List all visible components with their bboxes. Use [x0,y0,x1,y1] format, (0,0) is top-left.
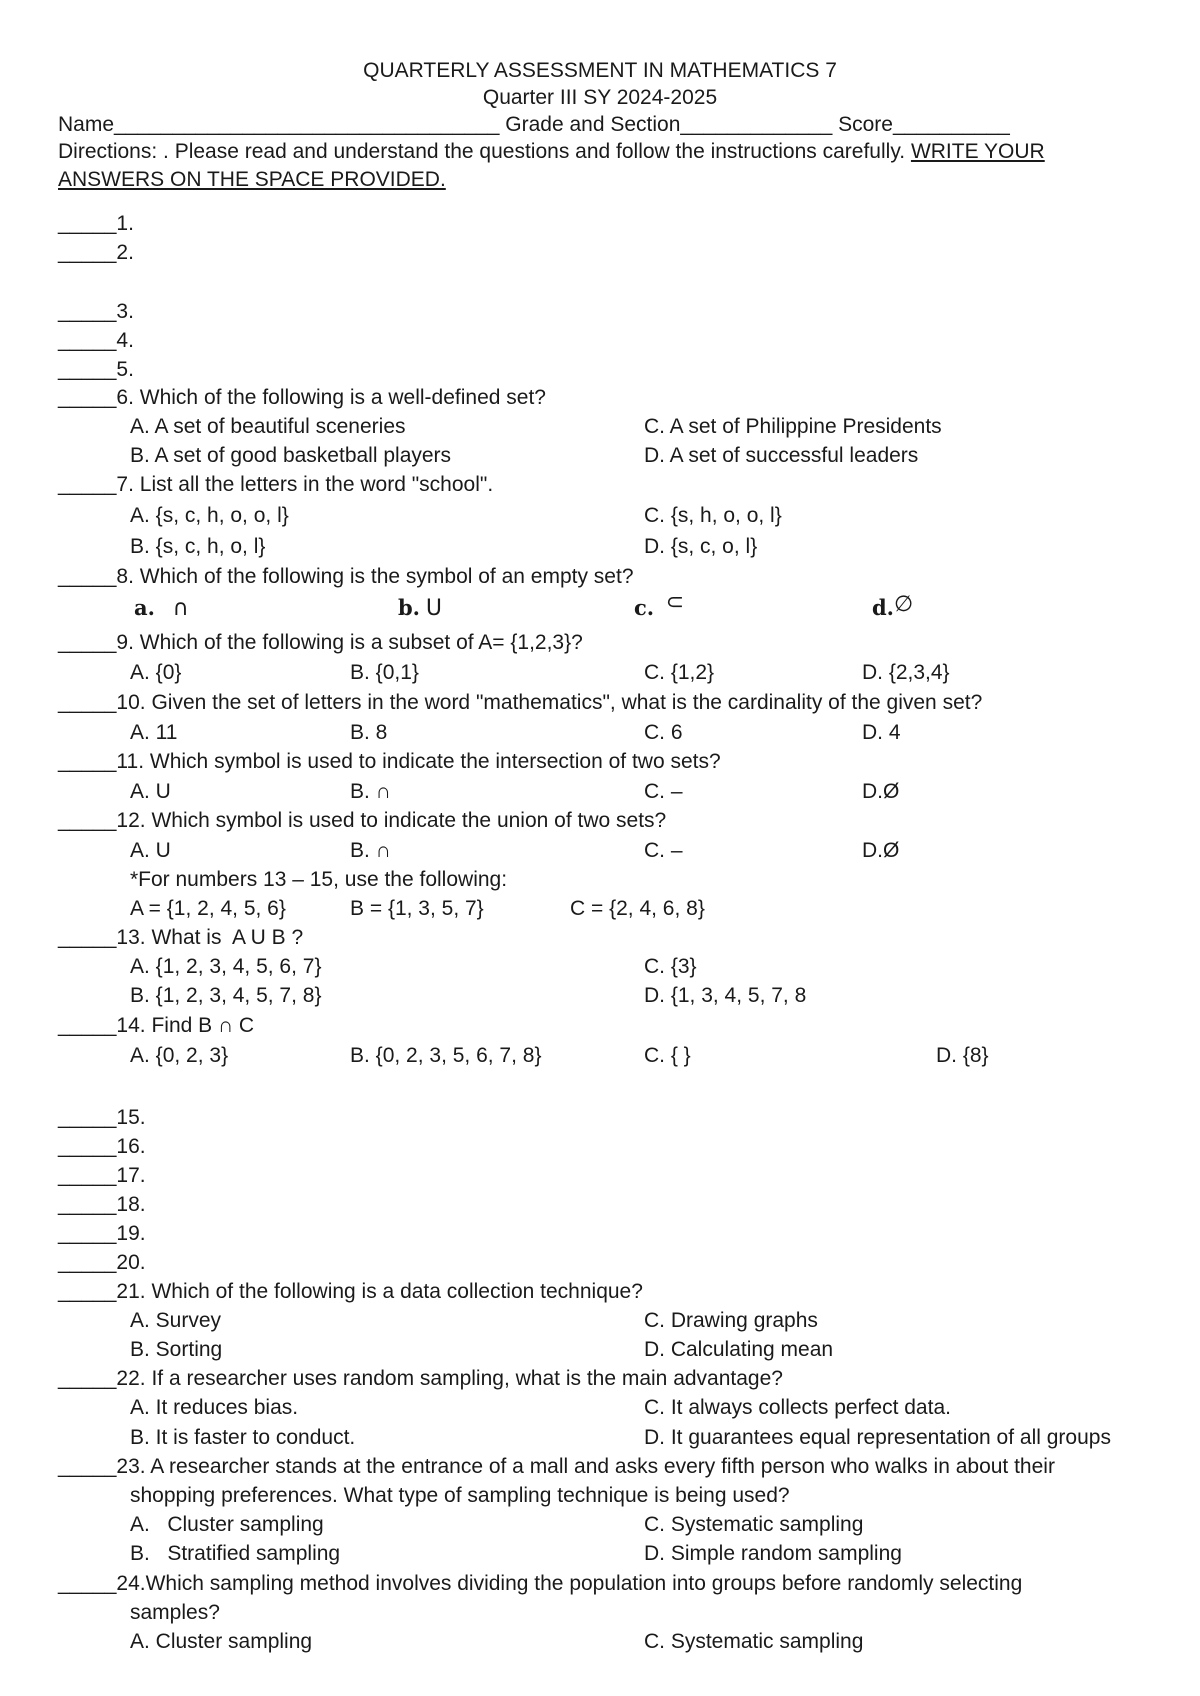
choice: C. Systematic sampling [644,1630,864,1653]
answer-line-4[interactable]: _____4. [58,329,134,352]
choice: C. Systematic sampling [644,1513,864,1536]
set-definition: C = {2, 4, 6, 8} [570,897,705,920]
directions-emphasis: WRITE YOUR [910,140,1045,163]
choice: A. 11 [130,721,178,744]
empty-set-symbol: ∅ [894,592,914,617]
choice: A. {0} [130,661,182,684]
directions [58,137,1045,166]
question-13: _____13. What is A U B ? [58,926,304,949]
question-23: _____23. A researcher stands at the entrance of a mall and asks every fifth person who walks in about their [58,1455,1055,1478]
question-14: _____14. Find B ∩ C [58,1014,255,1037]
question-8: _____8. Which of the following is the symbol of an empty set? [58,565,634,588]
choice-c: c. ⊂ [634,590,685,620]
answer-line-17[interactable]: _____17. [58,1164,146,1187]
choice: B. Stratified sampling [130,1542,341,1565]
question-21: _____21. Which of the following is a data collection technique? [58,1280,643,1303]
answer-line-3[interactable]: _____3. [58,300,134,323]
answer-line-19[interactable]: _____19. [58,1222,146,1245]
choice: D.Ø [862,839,900,862]
choice: B. {0,1} [350,661,419,684]
choice: A. Survey [130,1309,222,1332]
choice-b: b. U [398,595,442,621]
answer-blank[interactable]: _____ [58,1572,117,1595]
choice: C. Drawing graphs [644,1309,818,1332]
name-label: Name [58,113,115,136]
answer-blank[interactable]: _____ [58,473,117,496]
choice: A. U [130,780,171,803]
choice: A. It reduces bias. [130,1396,299,1419]
choice: A. Cluster sampling [130,1513,324,1536]
answer-line-2[interactable]: _____2. [58,241,134,264]
answer-line-20[interactable]: _____20. [58,1251,146,1274]
answer-line-15[interactable]: _____15. [58,1106,146,1129]
question-12: _____12. Which symbol is used to indicate the union of two sets? [58,809,667,832]
question-22: _____22. If a researcher uses random sampling, what is the main advantage? [58,1367,783,1390]
answer-line-16[interactable]: _____16. [58,1135,146,1158]
question-9: _____9. Which of the following is a subset of A= {1,2,3}? [58,631,583,654]
choice: D. Calculating mean [644,1338,834,1361]
choice: D. {8} [936,1044,989,1067]
choice: D. A set of successful leaders [644,444,919,467]
score-field[interactable]: __________ [892,113,1010,136]
grade-section-field[interactable]: _____________ [680,113,833,136]
choice: D. It guarantees equal representation of all groups [644,1426,1111,1449]
directions-text: Directions: . Please read and understand the questions and follow the instructions carefully. [58,140,911,163]
choice: C. 6 [644,721,683,744]
answer-blank[interactable]: _____ [58,631,117,654]
exam-subtitle: Quarter III SY 2024-2025 [482,86,718,109]
answer-line-5[interactable]: _____5. [58,358,134,381]
intersection-symbol: ∩ [172,596,189,621]
choice: A. {s, c, h, o, o, l} [130,504,289,527]
choice: B. 8 [350,721,388,744]
choice: D.Ø [862,780,900,803]
choice: B. {1, 2, 3, 4, 5, 7, 8} [130,984,322,1007]
question-7: _____7. List all the letters in the word "school". [58,473,494,496]
answer-line-18[interactable]: _____18. [58,1193,146,1216]
choice: D. Simple random sampling [644,1542,902,1565]
answer-blank[interactable]: _____ [58,1280,117,1303]
answer-blank[interactable]: _____ [58,691,117,714]
answer-blank[interactable]: _____ [58,1014,117,1037]
choice: A. {1, 2, 3, 4, 5, 6, 7} [130,955,322,978]
choice: C. { } [644,1044,691,1067]
choice: B. Sorting [130,1338,223,1361]
set-definition: B = {1, 3, 5, 7} [350,897,484,920]
answer-line-1[interactable]: _____1. [58,212,134,235]
set-definition: A = {1, 2, 4, 5, 6} [130,897,286,920]
choice-a: a. ∩ [134,595,189,621]
choice: B. A set of good basketball players [130,444,452,467]
name-field[interactable]: _________________________________ [114,113,500,136]
union-symbol: U [425,596,442,621]
choice: A. U [130,839,171,862]
directions-emphasis-cont: ANSWERS ON THE SPACE PROVIDED. [58,168,446,191]
answer-blank[interactable]: _____ [58,1455,117,1478]
instruction-note: *For numbers 13 – 15, use the following: [130,868,508,891]
answer-blank[interactable]: _____ [58,750,117,773]
choice: A. {0, 2, 3} [130,1044,229,1067]
choice: C. – [644,780,683,803]
answer-blank[interactable]: _____ [58,386,117,409]
student-info-line [58,110,1010,139]
choice: B. It is faster to conduct. [130,1426,356,1449]
choice: C. {s, h, o, o, l} [644,504,782,527]
choice-d: d.∅ [872,592,914,620]
choice: C. A set of Philippine Presidents [644,415,942,438]
answer-blank[interactable]: _____ [58,565,117,588]
question-11: _____11. Which symbol is used to indicate the intersection of two sets? [58,750,721,773]
question-23-cont: shopping preferences. What type of sampling technique is being used? [130,1484,790,1507]
question-24: _____24.Which sampling method involves dividing the population into groups before randomly selecting [58,1572,1023,1595]
choice: B. {0, 2, 3, 5, 6, 7, 8} [350,1044,542,1067]
choice: C. {3} [644,955,697,978]
choice: C. {1,2} [644,661,715,684]
answer-blank[interactable]: _____ [58,926,117,949]
choice: B. ∩ [350,839,391,862]
question-10: _____10. Given the set of letters in the word "mathematics", what is the cardinality of the given set? [58,691,983,714]
question-24-cont: samples? [130,1601,220,1624]
exam-title: QUARTERLY ASSESSMENT IN MATHEMATICS 7 [363,59,837,82]
choice: D. 4 [862,721,901,744]
choice: D. {2,3,4} [862,661,950,684]
subset-symbol: ⊂ [665,590,685,615]
choice: D. {s, c, o, l} [644,535,758,558]
choice: C. It always collects perfect data. [644,1396,951,1419]
choice: A. A set of beautiful sceneries [130,415,406,438]
choice: D. {1, 3, 4, 5, 7, 8 [644,984,807,1007]
choice: C. – [644,839,683,862]
answer-blank[interactable]: _____ [58,1367,117,1390]
score-label: Score [838,113,893,136]
choice: B. ∩ [350,780,391,803]
answer-blank[interactable]: _____ [58,809,117,832]
choice: A. Cluster sampling [130,1630,313,1653]
question-6: _____6. Which of the following is a well-defined set? [58,386,546,409]
grade-section-label: Grade and Section [505,113,681,136]
choice: B. {s, c, h, o, l} [130,535,266,558]
